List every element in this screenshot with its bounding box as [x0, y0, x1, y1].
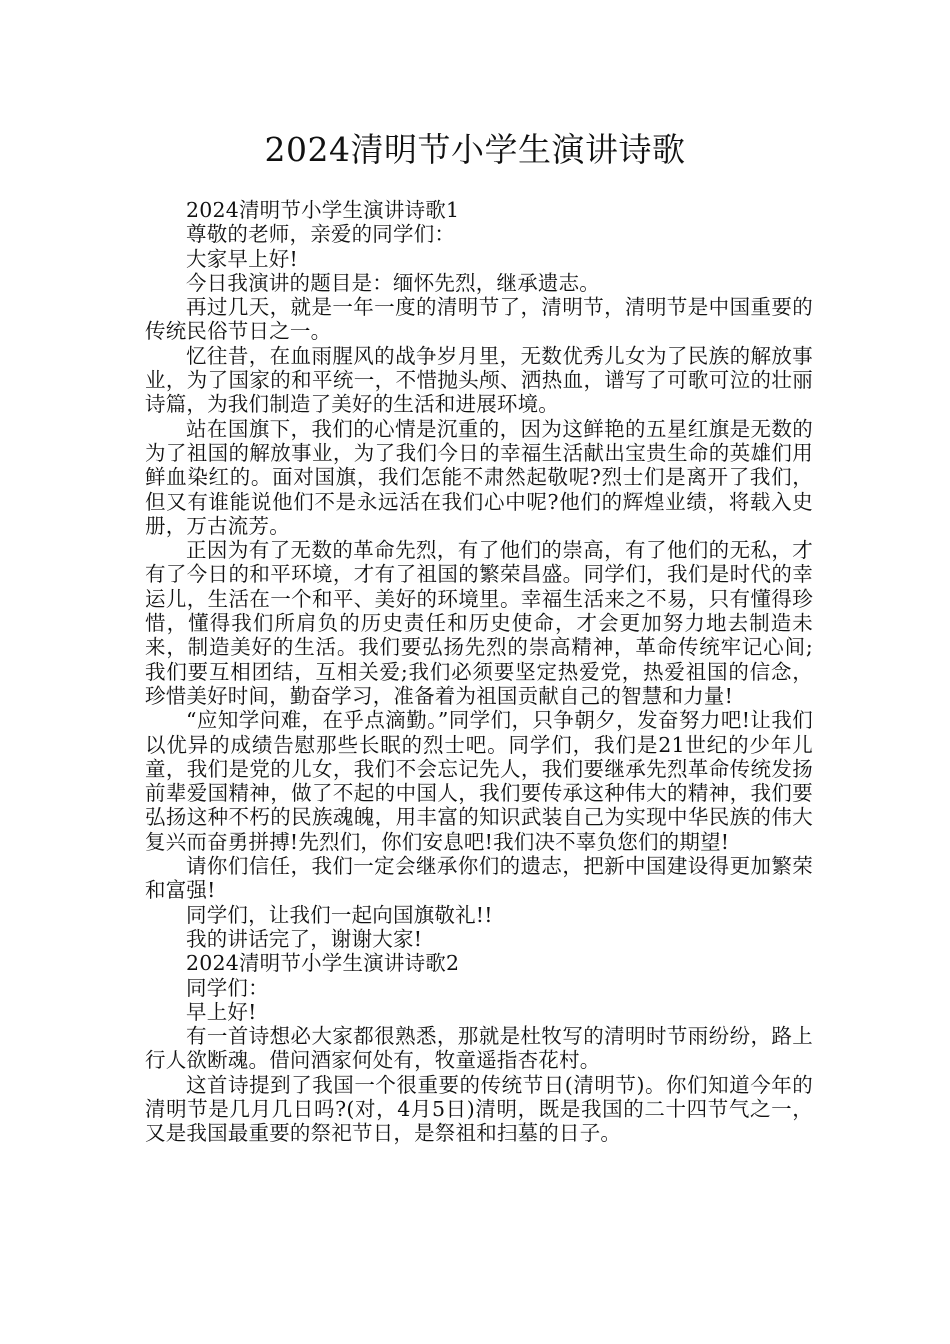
paragraph-greeting: 大家早上好! — [186, 246, 298, 271]
paragraph-closing: 我的讲话完了，谢谢大家! — [186, 926, 423, 951]
paragraph: 这首诗提到了我国一个很重要的传统节日(清明节)。你们知道今年的清明节是几月几日吗?(对，4月5日)清明，既是我国的二十四节气之一，又是我国最重要的祭祀节日，是祭祖和扫墓的日子。 — [145, 1072, 813, 1146]
document-title: 2024清明节小学生演讲诗歌 — [264, 130, 686, 169]
paragraph: 正因为有了无数的革命先烈，有了他们的崇高，有了他们的无私，才有了今日的和平环境，才有了祖国的繁荣昌盛。同学们，我们是时代的幸运儿，生活在一个和平、美好的环境里。幸福生活来之不易，只有懂得珍惜，懂得我们所肩负的历史责任和历史使命，才会更加努力地去制造未来，制造美好的生活。我们要弘扬先烈的崇高精神，革命传统牢记心间;我们要互相团结，互相关爱;我们必须要坚定热爱党，热爱祖国的信念，珍惜美好时间，勤奋学习，准备着为祖国贡献自己的智慧和力量! — [145, 538, 813, 708]
paragraph-salutation: 同学们： — [186, 975, 269, 1000]
paragraph: “应知学问难，在乎点滴勤。”同学们，只争朝夕，发奋努力吧!让我们以优异的成绩告慰那些长眠的烈士吧。同学们，我们是21世纪的少年儿童，我们是党的儿女，我们不会忘记先人，我们要继承先烈革命传统发扬前辈爱国精神，做了不起的中国人，我们要传承这种伟大的精神，我们要弘扬这种不朽的民族魂魄，用丰富的知识武装自己为实现中华民族的伟大复兴而奋勇拼搏!先烈们，你们安息吧!我们决不辜负您们的期望! — [145, 708, 813, 854]
paragraph: 有一首诗想必大家都很熟悉，那就是杜牧写的清明时节雨纷纷，路上行人欲断魂。借问酒家何处有，牧童遥指杏花村。 — [145, 1024, 813, 1073]
paragraph-topic: 今日我演讲的题目是：缅怀先烈，继承遗志。 — [186, 270, 600, 295]
paragraph-greeting: 早上好! — [186, 999, 257, 1024]
document-body — [145, 198, 813, 1146]
paragraph: 站在国旗下，我们的心情是沉重的，因为这鲜艳的五星红旗是无数的为了祖国的解放事业，为了我们今日的幸福生活献出宝贵生命的英雄们用鲜血染红的。面对国旗，我们怎能不肃然起敬呢?烈士们是离开了我们，但又有谁能说他们不是永远活在我们心中呢?他们的辉煌业绩，将载入史册，万古流芳。 — [145, 416, 813, 538]
paragraph: 忆往昔，在血雨腥风的战争岁月里，无数优秀儿女为了民族的解放事业，为了国家的和平统一，不惜抛头颅、洒热血，谱写了可歌可泣的壮丽诗篇，为我们制造了美好的生活和进展环境。 — [145, 343, 813, 417]
paragraph-heading-1: 2024清明节小学生演讲诗歌1 — [186, 198, 460, 222]
paragraph-salutation: 尊敬的老师，亲爱的同学们： — [186, 222, 456, 247]
paragraph: 请你们信任，我们一定会继承你们的遗志，把新中国建设得更加繁荣和富强! — [145, 854, 813, 903]
paragraph-heading-2: 2024清明节小学生演讲诗歌2 — [186, 951, 460, 976]
paragraph: 再过几天，就是一年一度的清明节了，清明节，清明节是中国重要的传统民俗节日之一。 — [145, 295, 813, 344]
paragraph: 同学们，让我们一起向国旗敬礼!! — [186, 902, 493, 927]
